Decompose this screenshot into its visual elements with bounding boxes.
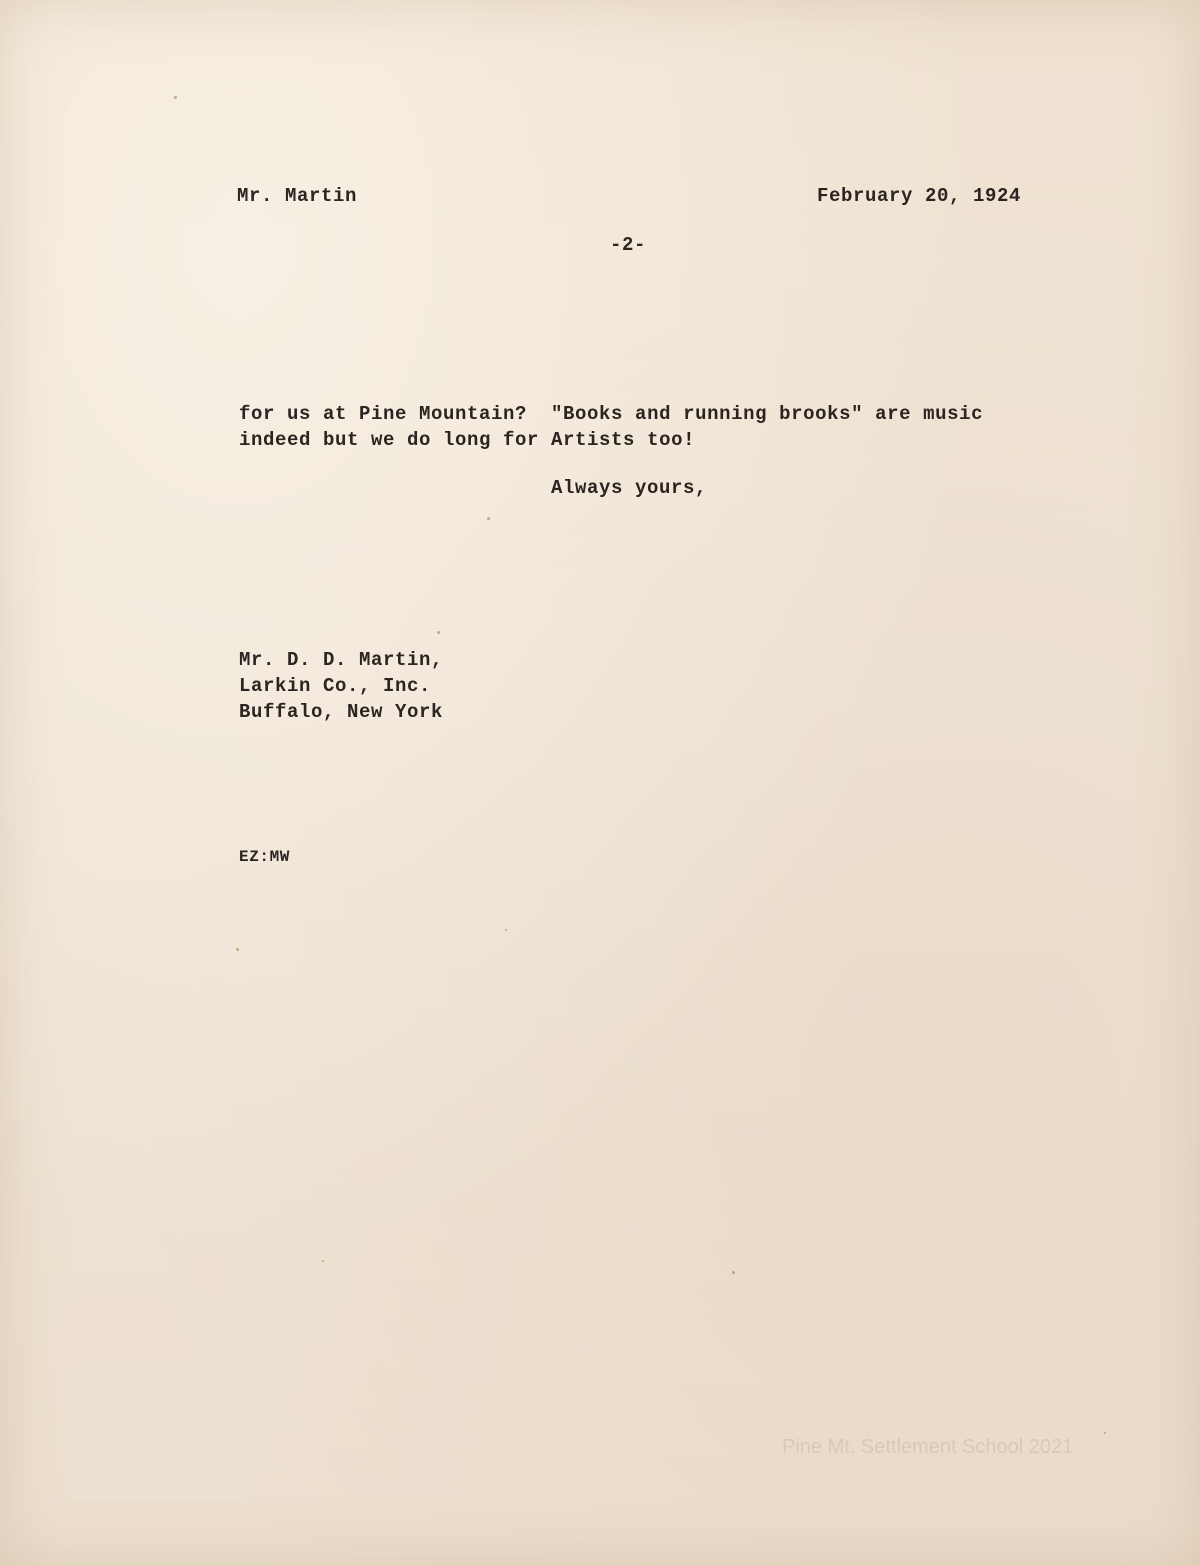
paper-fleck — [732, 1271, 735, 1274]
body-line: indeed but we do long for Artists too! — [239, 429, 696, 451]
paper-fleck — [322, 1260, 324, 1262]
paper-fleck — [174, 96, 177, 99]
typist-initials: EZ:MW — [239, 848, 291, 866]
paper-fleck — [236, 948, 239, 951]
address-line: Buffalo, New York — [239, 701, 444, 723]
address-line: Larkin Co., Inc. — [239, 675, 432, 697]
paper-fleck — [505, 929, 507, 931]
header-recipient: Mr. Martin — [237, 185, 358, 207]
watermark: Pine Mt. Settlement School 2021 — [782, 1436, 1074, 1458]
paper-fleck — [487, 517, 490, 520]
closing: Always yours, — [551, 477, 708, 499]
address-line: Mr. D. D. Martin, — [239, 649, 444, 671]
paper-fleck — [1104, 1432, 1106, 1434]
header-date: February 20, 1924 — [817, 185, 1022, 207]
page-number: -2- — [610, 234, 647, 256]
paper-fleck — [437, 631, 440, 634]
body-line: for us at Pine Mountain? "Books and running brooks" are music — [239, 403, 984, 425]
